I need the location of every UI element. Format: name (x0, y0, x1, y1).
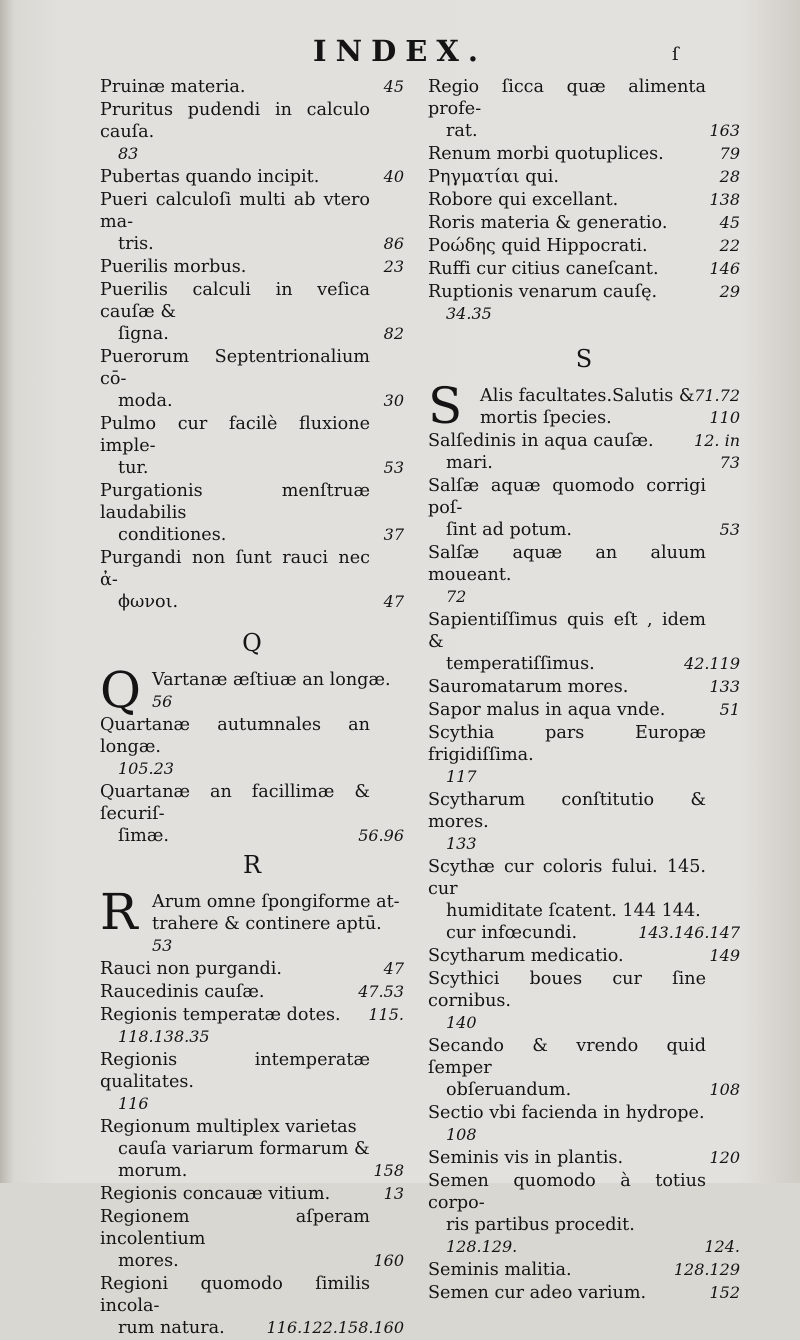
entry-page-ref: 86 (383, 234, 404, 253)
entry-heading: Pruritus pudendi in calculo cauſa. (100, 100, 370, 142)
entry-continuation: Salutis & mortis ſpecies. (480, 386, 695, 428)
entry-page-ref: 149 (709, 946, 740, 965)
left-q-entries (100, 661, 404, 847)
entry-heading: Salſedinis in aqua cauſæ. (428, 431, 654, 451)
entry-heading: Sectio vbi facienda in hydrope. (428, 1103, 705, 1123)
index-entry (100, 1116, 404, 1182)
entry-continuation: mari. (446, 453, 493, 473)
entry-page-line: 118.138.35 (118, 1027, 210, 1046)
entry-page-ref: 73 (719, 453, 740, 472)
entry-heading: Arum omne ſpongiforme at- (152, 892, 400, 912)
index-entry (428, 76, 740, 142)
entry-page-line: 108 (446, 1125, 477, 1144)
entry-page-ref: 22 (719, 236, 740, 255)
entry-heading: Seminis malitia. (428, 1260, 572, 1280)
entry-page-ref: 82 (383, 324, 404, 343)
index-entry (100, 958, 404, 980)
index-entry (100, 547, 404, 613)
index-entry (428, 1259, 740, 1281)
entry-page-line: 116 (118, 1094, 149, 1113)
entry-continuation: rat. (446, 121, 478, 141)
entry-heading: Quartanæ an facillimæ & ſecuriſ- (100, 782, 370, 824)
entry-page-ref: 47 (383, 959, 404, 978)
right-r-entries (428, 76, 740, 325)
entry-page-ref: 152 (709, 1283, 740, 1302)
index-entry (428, 968, 740, 1034)
entry-page-ref: 79 (719, 144, 740, 163)
entry-heading: Renum morbi quotuplices. (428, 144, 664, 164)
index-entry (428, 1102, 740, 1146)
right-column (428, 76, 740, 1305)
entry-heading: Semen cur adeo varium. (428, 1283, 647, 1303)
entry-page-ref: 40 (383, 167, 404, 186)
index-entry (428, 856, 740, 944)
index-entry (100, 1183, 404, 1205)
entry-continuation: tur. (118, 458, 149, 478)
entry-page-ref: 47.53 (358, 982, 404, 1001)
entry-page-ref: 160 (373, 1251, 404, 1270)
entry-page-ref: 115. (368, 1005, 404, 1024)
index-entry (428, 1147, 740, 1169)
index-entry (428, 377, 740, 435)
entry-heading: Regionis intemperatæ qualitates. (100, 1050, 370, 1092)
entry-heading: Sapientiſſimus quis eſt , idem & (428, 610, 706, 652)
entry-heading: Regionem aſperam incolentium (100, 1207, 370, 1249)
entry-page-line: 53 (152, 936, 173, 955)
index-entry (100, 480, 404, 546)
entry-heading: Sapor malus in aqua vnde. (428, 700, 666, 720)
entry-continuation: morum. (118, 1161, 188, 1181)
entry-heading: Regionis concauæ vitium. (100, 1184, 331, 1204)
entry-heading: Salſæ aquæ quomodo corrigi poſ- (428, 476, 706, 518)
entry-page-ref: 108 (709, 1080, 740, 1099)
entry-heading: Ruptionis venarum cauſę. (428, 282, 658, 302)
entry-page-ref: 110 (709, 408, 740, 427)
entry-heading: Pruinæ materia. (100, 77, 246, 97)
drop-initial: Q (100, 661, 141, 719)
entry-page-ref: 53 (383, 458, 404, 477)
index-entry (100, 279, 404, 345)
right-s-entries (428, 377, 740, 1304)
entry-page-ref: 51 (719, 700, 740, 719)
entry-heading: Seminis vis in plantis. (428, 1148, 624, 1168)
index-entry (428, 143, 740, 165)
entry-heading: Pubertas quando incipit. (100, 167, 320, 187)
entry-page-line: 140 (446, 1013, 477, 1032)
index-entry (428, 1282, 740, 1304)
entry-heading: Pueri calculoſi multi ab vtero ma- (100, 190, 370, 232)
entry-heading: Puerorum Septentrionalium cō- (100, 347, 370, 389)
entry-page-line: 56 (152, 692, 173, 711)
entry-page-line: 83 (118, 144, 139, 163)
entry-page-ref: 128.129 (673, 1260, 740, 1279)
entry-continuation: obſeruandum. (446, 1080, 572, 1100)
entry-page-ref: 13 (383, 1184, 404, 1203)
entry-heading: Rauci non purgandi. (100, 959, 282, 979)
entry-heading: Regionis temperatæ dotes. (100, 1005, 341, 1025)
entry-continuation: ſigna. (118, 324, 169, 344)
entry-page-ref: 12. in (694, 431, 740, 450)
left-r-entries (100, 883, 404, 1339)
section-heading-s: S (575, 345, 593, 373)
entry-continuation: moda. (118, 391, 173, 411)
index-entry (428, 430, 740, 474)
entry-heading: Vartanæ æſtiuæ an longæ. (152, 670, 391, 690)
entry-page-ref: 37 (383, 525, 404, 544)
entry-page-ref: 23 (383, 257, 404, 276)
entry-heading: Scythæ cur coloris fului. 145. cur (428, 857, 706, 899)
entry-heading: Salſæ aquæ an aluum moueant. (428, 543, 706, 585)
entry-page-ref: 29 (719, 282, 740, 301)
section-heading-r: R (242, 851, 262, 879)
drop-initial: S (428, 377, 463, 435)
entry-heading: Regio ſicca quæ alimenta profe- (428, 77, 706, 119)
index-entry (100, 1273, 404, 1339)
index-entry (100, 346, 404, 412)
entry-heading: Regioni quomodo ſimilis incola- (100, 1274, 370, 1316)
index-entry (100, 981, 404, 1003)
entry-continuation: trahere & continere aptū. (152, 914, 382, 934)
entry-continuation: cur infœcundi. (446, 923, 578, 943)
index-entry (100, 256, 404, 278)
index-entry (100, 714, 404, 780)
entry-heading: Quartanæ autumnales an longæ. (100, 715, 370, 757)
entry-continuation: conditiones. (118, 525, 227, 545)
index-entry (428, 166, 740, 188)
index-entry (428, 189, 740, 211)
signature-mark: ſ (672, 44, 679, 65)
entry-continuation: cauſa variarum formarum & (118, 1139, 370, 1159)
entry-heading: Secando & vrendo quid ſemper (428, 1036, 706, 1078)
entry-page-ref: 158 (373, 1161, 404, 1180)
entry-heading: Scytharum medicatio. (428, 946, 624, 966)
entry-continuation: ſimæ. (118, 826, 169, 846)
entry-page-ref: 28 (719, 167, 740, 186)
entry-page-ref: 45 (383, 77, 404, 96)
entry-page-ref: 30 (383, 391, 404, 410)
entry-heading: Ροώδης quid Hippocrati. (428, 236, 648, 256)
index-entry (428, 281, 740, 325)
entry-heading: Purgandi non ſunt rauci nec ἀ- (100, 548, 370, 590)
index-entry (428, 235, 740, 257)
entry-continuation: mores. (118, 1251, 179, 1271)
entry-page-ref: 47 (383, 592, 404, 611)
entry-page-ref: 146 (709, 259, 740, 278)
entry-page-ref: 45 (719, 213, 740, 232)
index-entry (428, 1170, 740, 1258)
index-entry (428, 722, 740, 788)
entry-heading: Scythici boues cur ſine cornibus. (428, 969, 706, 1011)
index-entry (100, 1049, 404, 1115)
entry-continuation: temperatiſſimus. (446, 654, 595, 674)
entry-continuation: rum natura. (118, 1318, 225, 1338)
entry-heading: Roris materia & generatio. (428, 213, 668, 233)
entry-continuation: tris. (118, 234, 154, 254)
index-entry (428, 212, 740, 234)
entry-heading: Pulmo cur facilè fluxione imple- (100, 414, 370, 456)
index-entry (428, 945, 740, 967)
entry-page-ref: 124. (704, 1237, 740, 1256)
entry-heading: Sauromatarum mores. (428, 677, 629, 697)
entry-page-ref: 133 (709, 677, 740, 696)
index-entry (100, 189, 404, 255)
entry-heading: Alis facultates. (480, 386, 613, 406)
entry-heading: Ruffi cur citius caneſcant. (428, 259, 659, 279)
entry-page-line: 117 (446, 767, 477, 786)
entry-heading: Scythia pars Europæ frigidiſſima. (428, 723, 706, 765)
entry-continuation: ſint ad potum. (446, 520, 573, 540)
index-entry (428, 1035, 740, 1101)
entry-heading: Robore qui excellant. (428, 190, 619, 210)
entry-page-line: 128.129. (446, 1237, 518, 1256)
index-entry (100, 661, 404, 719)
left-column (100, 76, 404, 1340)
entry-heading: Semen quomodo à totius corpo- (428, 1171, 706, 1213)
index-entry (428, 676, 740, 698)
entry-page-ref: 163 (709, 121, 740, 140)
entry-page-ref: 138 (709, 190, 740, 209)
index-entry (428, 789, 740, 855)
page-title: INDEX. (313, 34, 487, 68)
entry-heading: Purgationis menſtruæ laudabilis (100, 481, 370, 523)
entry-page-ref: 53 (719, 520, 740, 539)
entry-heading: Raucedinis cauſæ. (100, 982, 265, 1002)
entry-page-ref: 116.122.158.160 (266, 1318, 404, 1337)
index-entry (100, 883, 404, 957)
entry-continuation: humiditate ſcatent. 144 144. (446, 901, 701, 921)
index-entry (428, 258, 740, 280)
index-entry (428, 542, 740, 608)
index-entry (100, 1004, 404, 1048)
section-heading-q: Q (242, 629, 262, 657)
entry-continuation: ris partibus procedit. (446, 1215, 635, 1235)
index-entry (428, 699, 740, 721)
entry-heading: Puerilis calculi in veſica cauſæ & (100, 280, 370, 322)
entry-heading: Puerilis morbus. (100, 257, 247, 277)
entry-heading: Ρηγματίαι qui. (428, 167, 560, 187)
entry-heading: Scytharum conſtitutio & mores. (428, 790, 706, 832)
entry-page-line: 105.23 (118, 759, 174, 778)
index-entry (100, 1206, 404, 1272)
entry-page-ref: 42.119 (684, 654, 740, 673)
entry-page-line: 72 (446, 587, 467, 606)
index-entry (100, 166, 404, 188)
index-entry (100, 76, 404, 98)
index-entry (428, 609, 740, 675)
index-entry (100, 781, 404, 847)
left-p-entries (100, 76, 404, 613)
entry-continuation: ϕωνοι. (118, 592, 179, 612)
drop-initial: R (100, 883, 138, 941)
entry-page-ref: 120 (709, 1148, 740, 1167)
entry-page-ref: 56.96 (358, 826, 404, 845)
entry-page-line: 133 (446, 834, 477, 853)
index-entry (100, 413, 404, 479)
index-entry (428, 475, 740, 541)
entry-page-line: 34.35 (446, 304, 492, 323)
entry-heading: Regionum multiplex varietas (100, 1117, 357, 1137)
entry-page-ref: 71.72 (694, 386, 740, 405)
index-entry (100, 99, 404, 165)
entry-page-ref: 143.146.147 (638, 923, 740, 942)
